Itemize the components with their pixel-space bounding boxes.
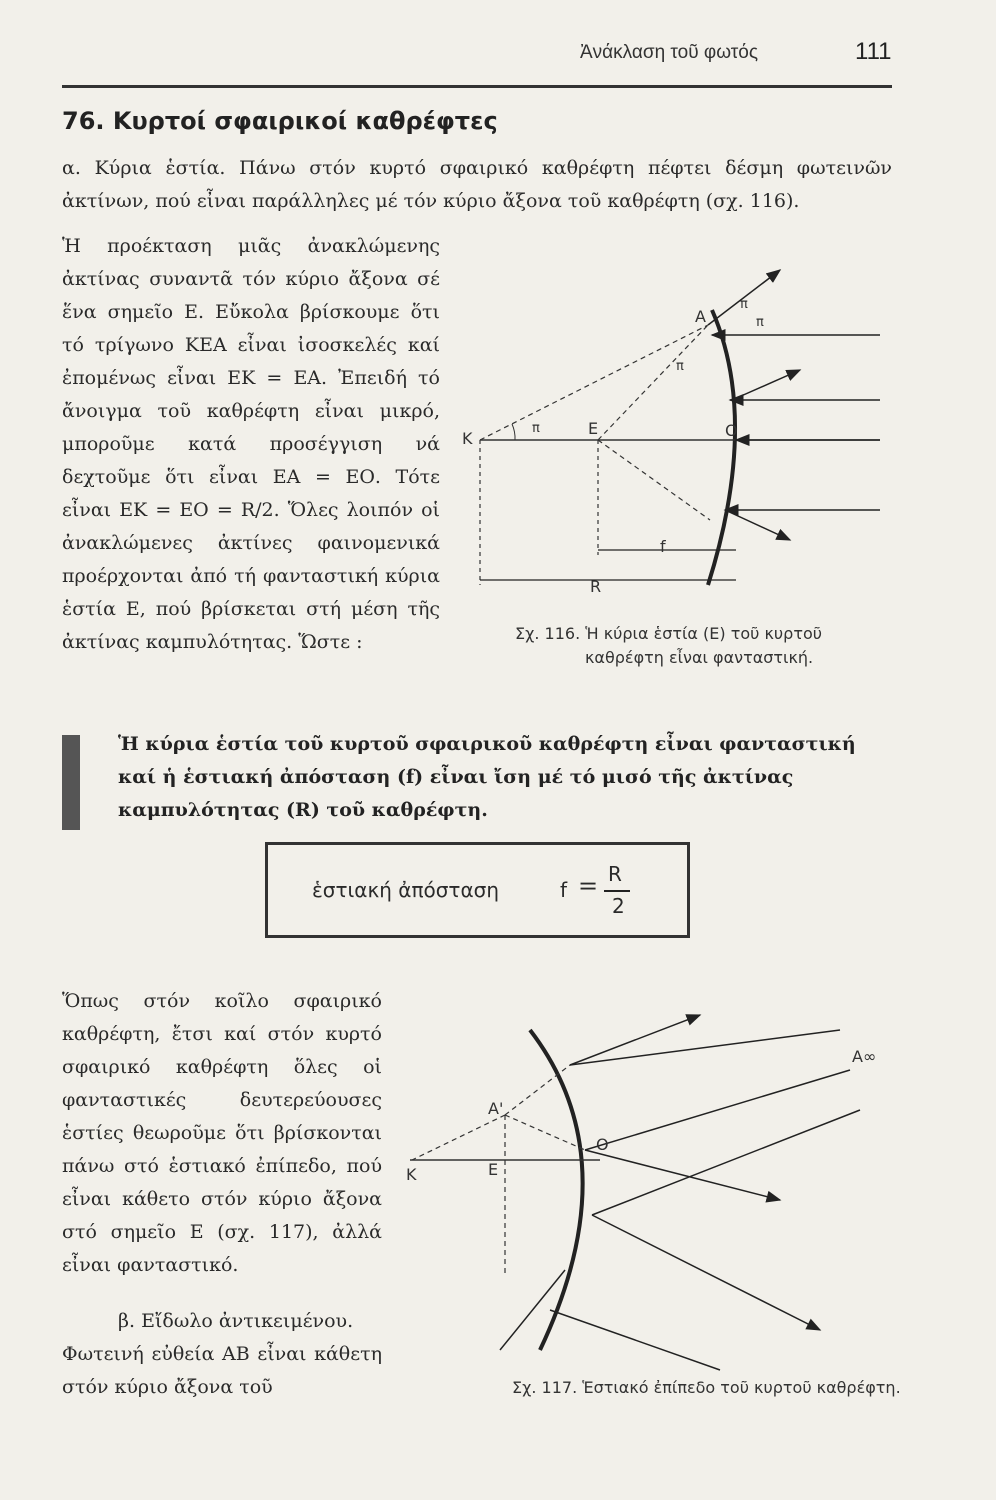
incident-ray-117-2 [585,1070,850,1150]
label-a: A [695,307,706,326]
label-pi-2: π [676,359,684,374]
formula-fraction-bar [604,890,630,892]
formula-denominator: 2 [612,894,625,918]
label-f: f [660,537,666,556]
label-k-117: K [406,1165,417,1184]
page-number: 111 [855,38,892,65]
convex-mirror-arc-117 [530,1030,583,1350]
figure-117-caption: Σχ. 117. Ἑστιακό ἐπίπεδο τοῦ κυρτοῦ καθρέφτη. [512,1378,901,1397]
header-rule [62,85,892,88]
label-o: O [725,421,738,440]
figure-116-caption-line-2: καθρέφτη εἶναι φανταστική. [585,648,814,667]
section-title: 76. Κυρτοί σφαιρικοί καθρέφτες [62,107,498,135]
reflected-ray-4 [725,510,790,540]
paragraph-focal-plane: Ὅπως στόν κοῖλο σφαιρικό καθρέφτη, ἔτσι καί στόν κυρτό σφαιρικό καθρέφτη ὅλες οἱ φανταστικές δευτερεύουσες ἑστίες θεωροῦμε ὅτι βρίσκονται πάνω στό ἑστιακό ἐπίπεδο, πού εἶναι κάθετο στόν κύριο ἄξονα στό σημεῖο Ε (σχ. 117), ἀλλά εἶναι φανταστικό. [62,990,382,1276]
subsection-heading-image: β. Εἴδωλο ἀντικειμένου. [118,1310,354,1332]
figure-116-caption [515,622,885,670]
incident-ray-117-1 [570,1030,840,1065]
formula-variable: f [560,878,568,902]
reflected-extension [598,325,708,440]
figure-116-convex-mirror-focus [440,230,890,620]
reflected-ray-117-3 [592,1215,820,1330]
figure-117-focal-plane [400,1010,890,1380]
label-pi-4: π [756,315,764,330]
figure-116-caption-line-1: Σχ. 116. Ἡ κύρια ἑστία (Ε) τοῦ κυρτοῦ [515,624,823,643]
formula-label: ἑστιακή ἀπόσταση [312,878,500,902]
reflected-ray-117-2 [585,1150,780,1200]
label-pi-3: π [740,297,748,312]
reflected-ray-2 [732,370,800,400]
formula-numerator: R [608,862,622,886]
label-k: K [462,429,473,448]
paragraph-principal-focus-derivation: Ἡ προέκταση μιᾶς ἀνακλώμενης ἀκτίνας συναντᾶ τόν κύριο ἄξονα σέ ἕνα σημεῖο Ε. Εὔκολα βρίσκουμε ὅτι τό τρίγωνο ΚΕΑ εἶναι ἰσοσκελές καί ἐπομένως εἶναι ΕΚ = ΕΑ. Ἐπειδή τό ἄνοιγμα τοῦ καθρέφτη εἶναι μικρό, μποροῦμε κατά προσέγγιση νά δεχτοῦμε ὅτι εἶναι ΕΑ = ΕΟ. Τότε εἶναι ΕΚ = ΕΟ = R/2. Ὅλες λοιπόν οἱ ἀνακλώμενες ἀκτίνες φαινομενικά προέρχονται ἀπό τή φανταστική κύρια ἑστία Ε, πού βρίσκεται στή μέση τῆς ἀκτίνας καμπυλότητας. Ὥστε : [62,235,440,653]
label-r: R [590,577,602,596]
principle-statement: Ἡ κύρια ἑστία τοῦ κυρτοῦ σφαιρικοῦ καθρέφτη εἶναι φανταστική καί ἡ ἑστιακή ἀπόσταση (f) εἶναι ἴση μέ τό μισό τῆς ἀκτίνας καμπυλότητας (R) τοῦ καθρέφτη. [118,733,856,821]
label-o-117: O [596,1135,609,1154]
reflected-ray-117-1 [570,1015,700,1065]
paragraph-image-intro: Φωτεινή εὐθεία ΑΒ εἶναι κάθετη στόν κύριο ἄξονα τοῦ [62,1343,382,1398]
label-a-prime: A' [488,1099,504,1118]
formula-equals: = [578,872,599,900]
label-pi-1: π [532,421,540,436]
label-a-inf: A∞ [852,1047,877,1066]
convex-mirror-arc [708,310,735,585]
paragraph-principal-focus-intro: α. Κύρια ἑστία. Πάνω στόν κυρτό σφαιρικό καθρέφτη πέφτει δέσμη φωτεινῶν ἀκτίνων, πού εἶναι παράλληλες μέ τόν κύριο ἄξονα τοῦ καθρέφτη (σχ. 116). [62,157,892,212]
label-e-117: E [488,1160,499,1179]
label-e: E [588,419,599,438]
principle-marker-bar [62,735,80,830]
running-title: Ἀνάκλαση τοῦ φωτός [580,42,759,63]
